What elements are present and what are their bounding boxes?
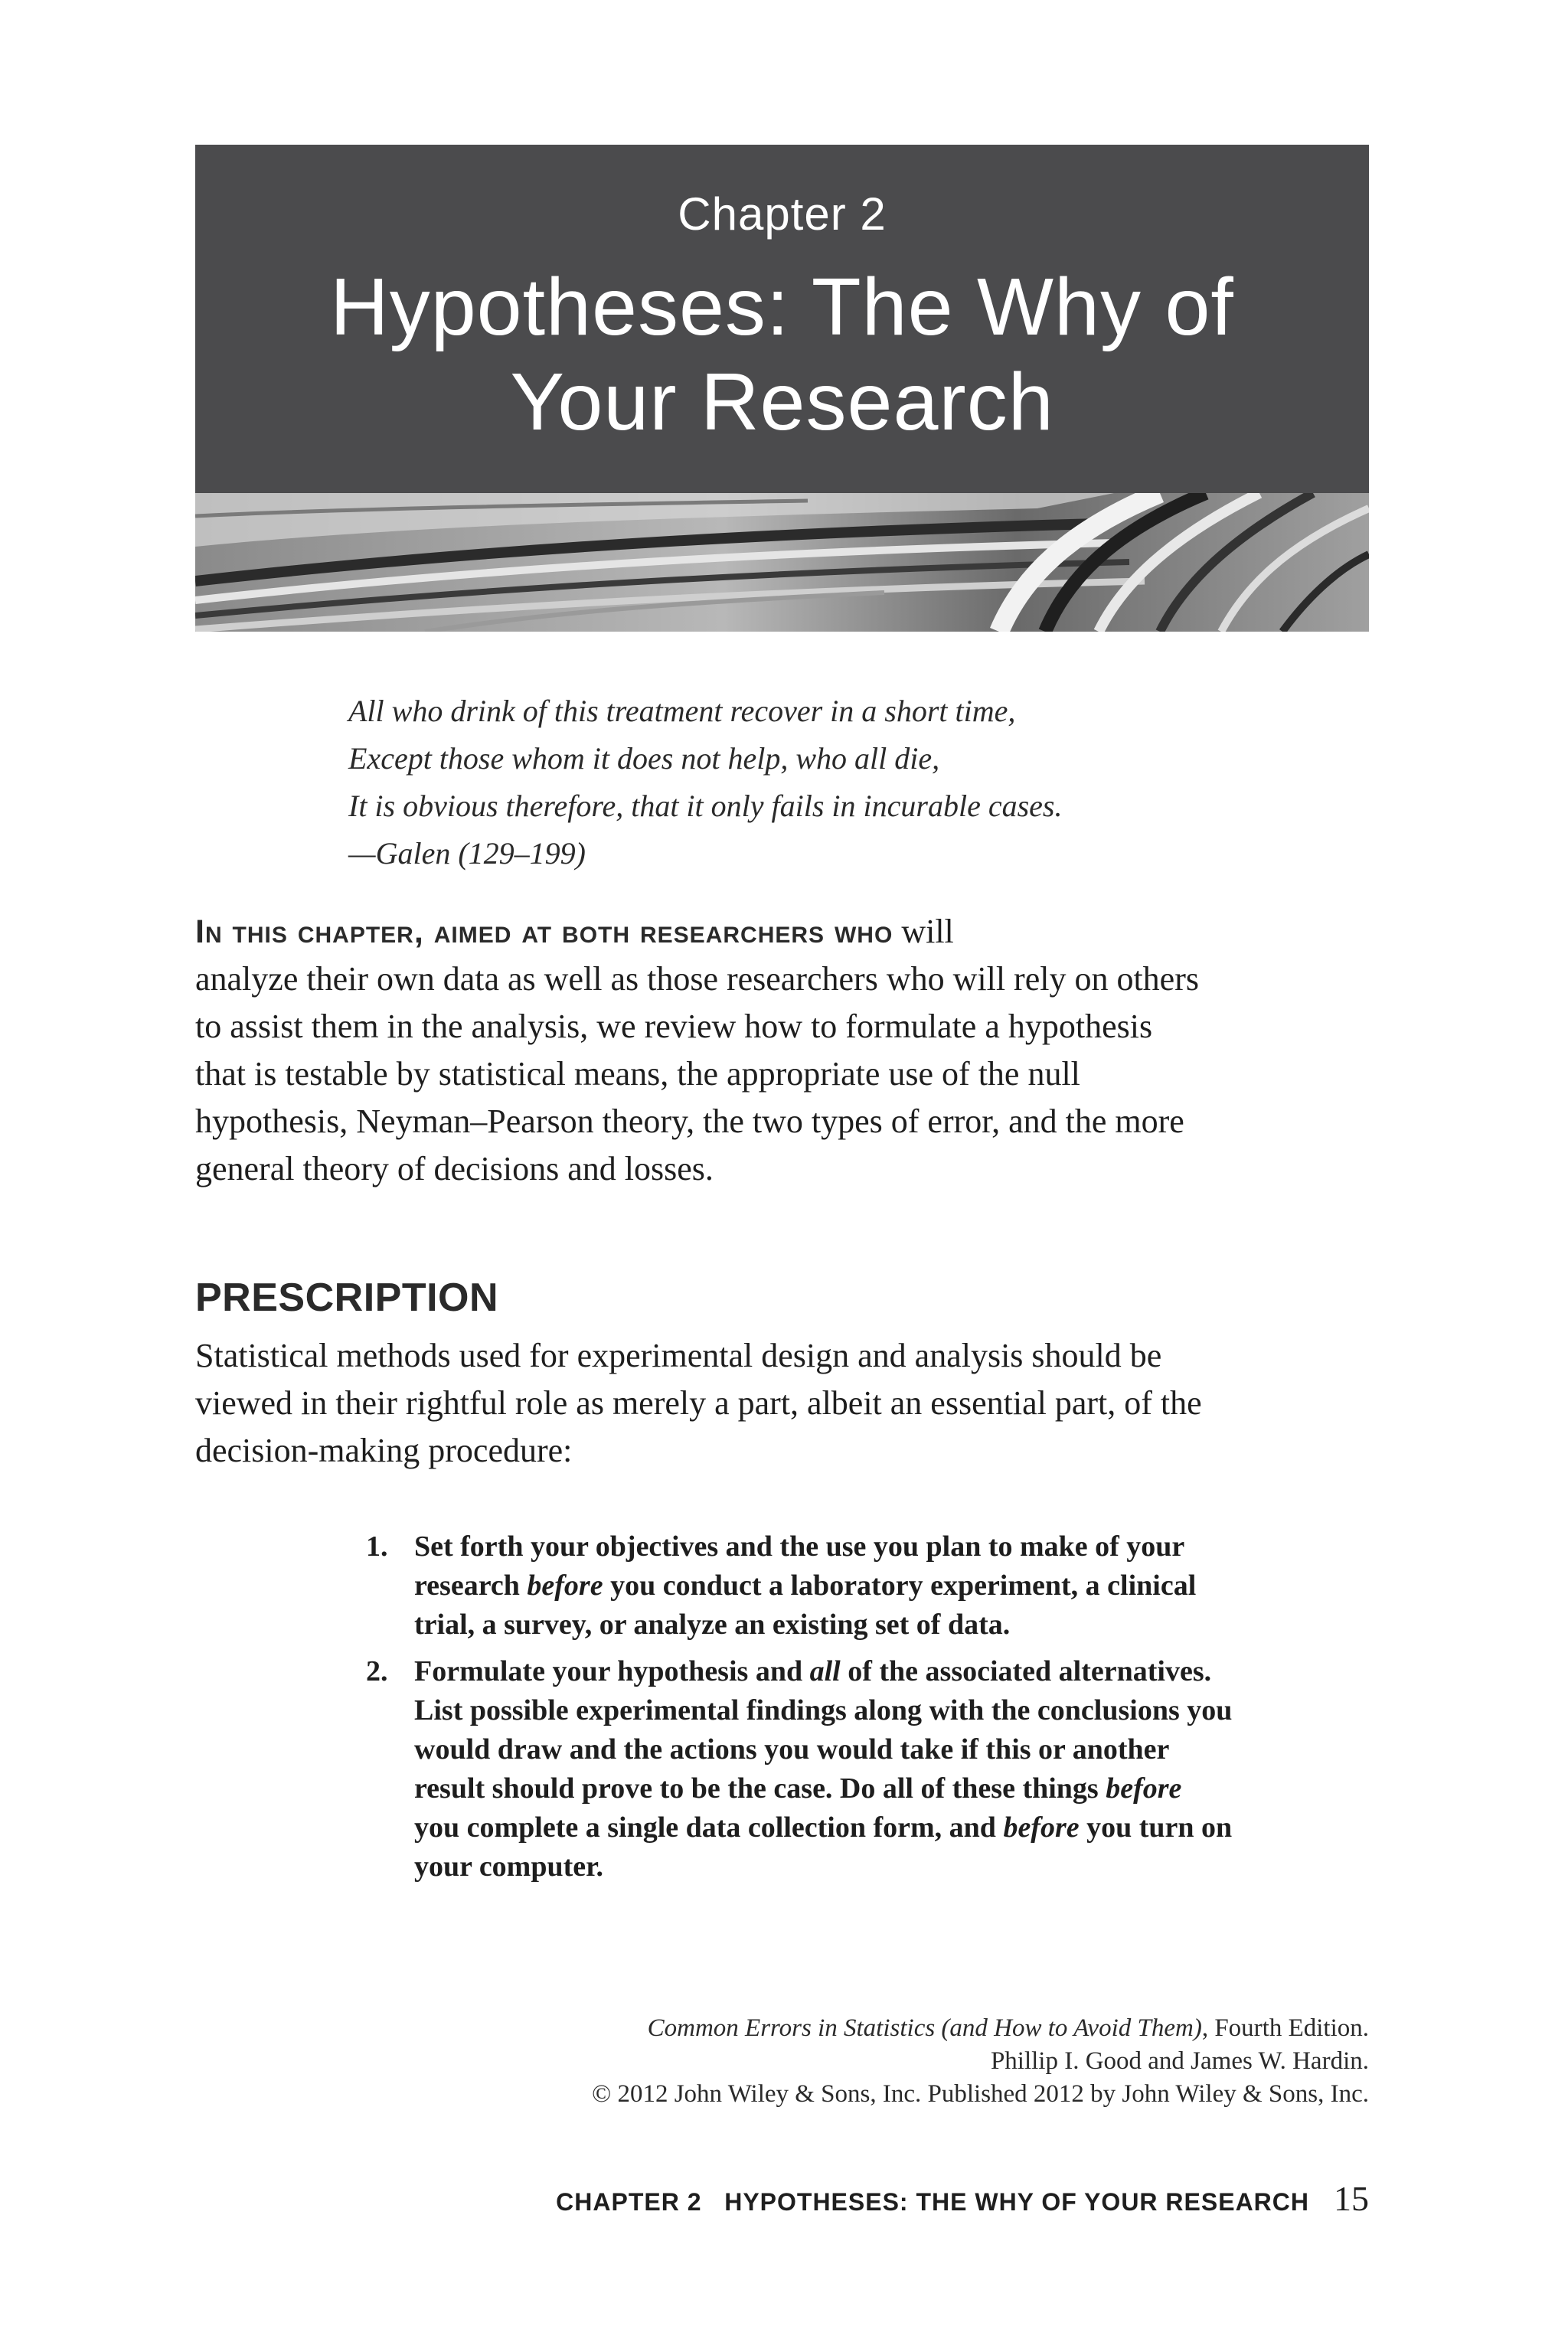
text-run: you conduct a laboratory experiment, a clinical (603, 1570, 1197, 1602)
emphasis: before (1106, 1772, 1182, 1805)
prescription-line: Statistical methods used for experimental design and analysis should be (195, 1337, 1162, 1374)
intro-line: general theory of decisions and losses. (195, 1150, 714, 1187)
prescription-line: viewed in their rightful role as merely a part, albeit an essential part, of the (195, 1384, 1202, 1422)
list-item-line: your computer. (414, 1851, 603, 1883)
text-run: Formulate your hypothesis and (414, 1655, 810, 1687)
list-item-line: trial, a survey, or analyze an existing set of data. (414, 1609, 1011, 1641)
chapter-title (195, 260, 1369, 449)
page-number: 15 (1334, 2179, 1369, 2218)
emphasis: before (1003, 1811, 1080, 1844)
list-item (366, 1527, 1232, 1645)
emphasis: all (809, 1655, 841, 1687)
book-edition: , Fourth Edition. (1201, 2014, 1369, 2042)
intro-line: analyze their own data as well as those researchers who will rely on others (195, 960, 1199, 998)
epigraph-quote (348, 688, 1062, 877)
text-run: research (414, 1570, 528, 1602)
numbered-list (366, 1527, 1232, 1894)
intro-line: hypothesis, Neyman–Pearson theory, the two types of error, and the more (195, 1102, 1184, 1140)
text-run: result should prove to be the case. Do all of these things (414, 1772, 1106, 1805)
prescription-paragraph (195, 1332, 1202, 1475)
list-item-line: would draw and the actions you would take if this or another (414, 1733, 1170, 1766)
intro-line (195, 908, 1374, 956)
intro-line: to assist them in the analysis, we review how to formulate a hypothesis (195, 1008, 1153, 1045)
text-run: of the associated alternatives. (840, 1655, 1212, 1687)
list-item-line (414, 1652, 1232, 1691)
list-item-line (414, 1566, 1232, 1606)
intro-line1-rest: will (893, 913, 954, 950)
list-item-line (414, 1808, 1232, 1847)
intro-line: that is testable by statistical means, the appropriate use of the null (195, 1055, 1080, 1093)
list-item-number: 1. (366, 1530, 388, 1563)
book-title: Common Errors in Statistics (and How to Avoid Them) (647, 2014, 1202, 2042)
section-heading-prescription: PRESCRIPTION (195, 1276, 499, 1320)
list-item-line (414, 1769, 1232, 1808)
epigraph-line: It is obvious therefore, that it only fails in incurable cases. (348, 789, 1063, 823)
list-item-number: 2. (366, 1655, 388, 1687)
chapter-title-line2: Your Research (510, 357, 1054, 447)
credit-authors: Phillip I. Good and James W. Hardin. (990, 2047, 1369, 2075)
chapter-title-line1: Hypotheses: The Why of (330, 262, 1234, 352)
epigraph-line: All who drink of this treatment recover in a short time, (348, 694, 1016, 728)
list-item-line: List possible experimental findings along with the conclusions you (414, 1694, 1233, 1726)
swirl-image (195, 493, 1369, 632)
text-run: you turn on (1079, 1811, 1233, 1844)
list-item-line: Set forth your objectives and the use you plan to make of your (414, 1530, 1185, 1563)
credit-copyright: © 2012 John Wiley & Sons, Inc. Published 2012 by John Wiley & Sons, Inc. (592, 2080, 1369, 2108)
epigraph-line: Except those whom it does not help, who all die, (348, 741, 940, 776)
book-credit (592, 2012, 1369, 2111)
text-run: you complete a single data collection form, and (414, 1811, 1004, 1844)
page-footer (556, 2178, 1369, 2219)
epigraph-attribution: —Galen (129–199) (348, 836, 586, 871)
chapter-header (195, 145, 1369, 493)
running-head: CHAPTER 2 HYPOTHESES: THE WHY OF YOUR RESEARCH (556, 2188, 1309, 2216)
intro-paragraph (195, 908, 1374, 1193)
list-item (366, 1652, 1232, 1886)
chapter-label: Chapter 2 (678, 188, 887, 240)
credit-title-line (592, 2012, 1369, 2045)
decorative-swirl-banner (195, 493, 1369, 632)
intro-lead-smallcaps: In this chapter, aimed at both researchers who (195, 913, 893, 950)
prescription-line: decision-making procedure: (195, 1432, 573, 1469)
emphasis: before (527, 1570, 603, 1602)
